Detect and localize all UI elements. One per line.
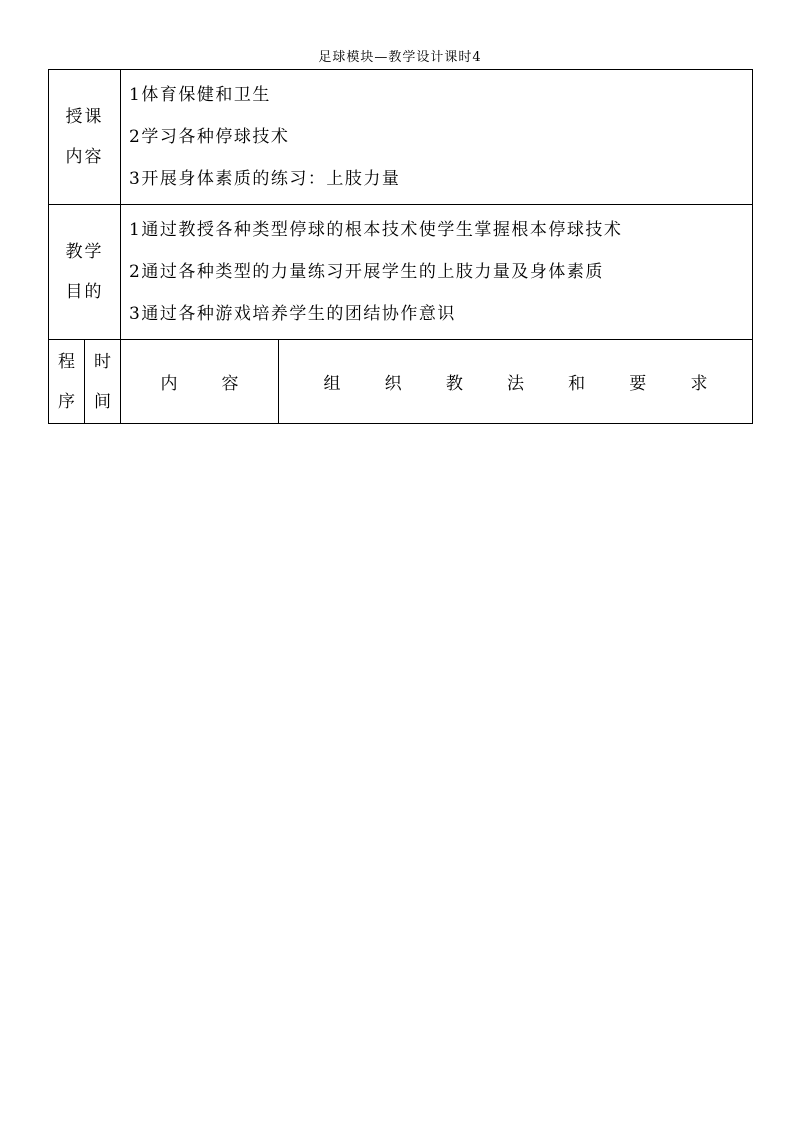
method-header (279, 340, 753, 424)
objective-label-line1: 教学 (65, 242, 104, 262)
content-header-char1: 内 (160, 374, 178, 394)
content-item-2: 2学习各种停球技术 (129, 127, 290, 147)
procedure-header-char2: 序 (58, 391, 75, 412)
objective-item-1: 1通过教授各种类型停球的根本技术使学生掌握根本停球技术 (129, 220, 623, 240)
content-label-cell (49, 70, 121, 205)
content-list-cell (121, 70, 753, 205)
content-label-line2: 内容 (65, 147, 104, 167)
content-header-char2: 容 (221, 374, 239, 394)
time-header (85, 340, 121, 424)
objective-item-2: 2通过各种类型的力量练习开展学生的上肢力量及身体素质 (129, 262, 604, 282)
method-header-char2: 织 (384, 374, 402, 394)
method-header-char6: 要 (629, 374, 647, 394)
objective-list-cell (121, 205, 753, 340)
method-header-char4: 法 (506, 374, 524, 394)
procedure-header-char1: 程 (58, 351, 75, 372)
content-item-1: 1体育保健和卫生 (129, 85, 271, 105)
time-header-char2: 间 (94, 391, 111, 412)
objective-label-cell (49, 205, 121, 340)
procedure-header (49, 340, 85, 424)
content-label-line1: 授课 (65, 107, 104, 127)
method-header-char1: 组 (323, 374, 341, 394)
method-header-char3: 教 (445, 374, 463, 394)
page-title: 足球模块—教学设计课时4 (318, 50, 482, 65)
objective-row (49, 205, 753, 340)
objective-label-line2: 目的 (65, 282, 104, 302)
time-header-char1: 时 (94, 351, 111, 372)
lesson-plan-table (48, 69, 753, 424)
method-header-char7: 求 (690, 374, 708, 394)
objective-item-3: 3通过各种游戏培养学生的团结协作意识 (129, 304, 456, 324)
content-item-3: 3开展身体素质的练习：上肢力量 (129, 169, 401, 189)
method-header-char5: 和 (568, 374, 586, 394)
content-header (121, 340, 279, 424)
column-header-row (49, 340, 753, 424)
content-row (49, 70, 753, 205)
